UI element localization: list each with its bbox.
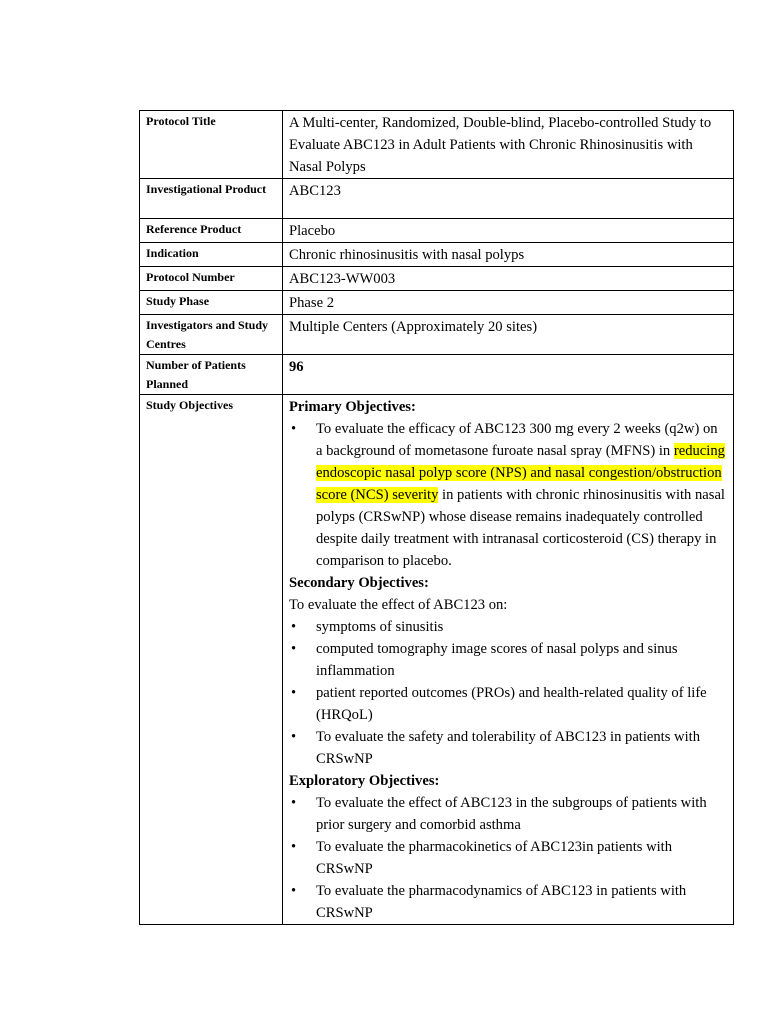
- protocol-number-value: ABC123-WW003: [283, 267, 734, 291]
- exploratory-objectives-list: [289, 792, 725, 924]
- protocol-title-label: Protocol Title: [140, 111, 283, 179]
- primary-objectives-heading: Primary Objectives:: [289, 399, 416, 415]
- secondary-objectives-heading: Secondary Objectives:: [289, 575, 429, 591]
- list-item: [289, 418, 725, 572]
- list-item: • To evaluate the effect of ABC123 in the subgroups of patients with prior surgery and comorbid asthma: [289, 792, 725, 836]
- study-objectives-value: [283, 395, 734, 925]
- table-row-protocol-number: [140, 267, 734, 291]
- investigators-value: Multiple Centers (Approximately 20 sites): [283, 315, 734, 355]
- exploratory-objectives-heading: Exploratory Objectives:: [289, 773, 440, 789]
- secondary-objectives-intro: To evaluate the effect of ABC123 on:: [289, 597, 508, 613]
- protocol-title-value: A Multi-center, Randomized, Double-blind, Placebo-controlled Study to Evaluate ABC123 in Adult Patients with Chronic Rhinosinusitis with Nasal Polyps: [283, 111, 734, 179]
- table-row-study-objectives: [140, 395, 734, 925]
- reference-product-value: Placebo: [283, 219, 734, 243]
- table-row-study-phase: [140, 291, 734, 315]
- list-item: • To evaluate the pharmacokinetics of ABC123in patients with CRSwNP: [289, 836, 725, 880]
- study-objectives-label: Study Objectives: [140, 395, 283, 925]
- table-row-investigational-product: [140, 179, 734, 219]
- protocol-synopsis-table: [139, 110, 734, 925]
- list-item: • patient reported outcomes (PROs) and health-related quality of life (HRQoL): [289, 682, 725, 726]
- investigational-product-value: ABC123: [283, 179, 734, 219]
- table-row-number-of-patients: [140, 355, 734, 395]
- primary-objective-text-end: in patients with chronic rhinosinusitis with nasal polyps (CRSwNP) whose disease remains inadequately controlled despite daily treatment with intranasal corticosteroid (CS) therapy in comparison to placebo.: [316, 487, 725, 569]
- study-phase-value: Phase 2: [283, 291, 734, 315]
- list-item: • To evaluate the pharmacodynamics of ABC123 in patients with CRSwNP: [289, 880, 725, 924]
- table-row-protocol-title: [140, 111, 734, 179]
- study-phase-label: Study Phase: [140, 291, 283, 315]
- table-row-reference-product: [140, 219, 734, 243]
- number-of-patients-label: Number of Patients Planned: [140, 355, 283, 395]
- highlighted-text: reducing endoscopic nasal polyp score (NPS) and nasal congestion/obstruction score (NCS) severity: [316, 443, 725, 503]
- investigational-product-label: Investigational Product: [140, 179, 283, 219]
- primary-objective-text-start: To evaluate the efficacy of ABC123 300 mg every 2 weeks (q2w) on a background of mometasone furoate nasal spray (MFNS) in: [316, 421, 718, 459]
- protocol-number-label: Protocol Number: [140, 267, 283, 291]
- indication-value: Chronic rhinosinusitis with nasal polyps: [283, 243, 734, 267]
- number-of-patients-value: 96: [283, 355, 734, 395]
- list-item: • computed tomography image scores of nasal polyps and sinus inflammation: [289, 638, 725, 682]
- list-item: • symptoms of sinusitis: [289, 616, 725, 638]
- reference-product-label: Reference Product: [140, 219, 283, 243]
- secondary-objectives-list: [289, 616, 725, 770]
- primary-objectives-list: [289, 418, 725, 572]
- table-row-investigators: [140, 315, 734, 355]
- list-item: • To evaluate the safety and tolerability of ABC123 in patients with CRSwNP: [289, 726, 725, 770]
- table-row-indication: [140, 243, 734, 267]
- investigators-label: Investigators and Study Centres: [140, 315, 283, 355]
- indication-label: Indication: [140, 243, 283, 267]
